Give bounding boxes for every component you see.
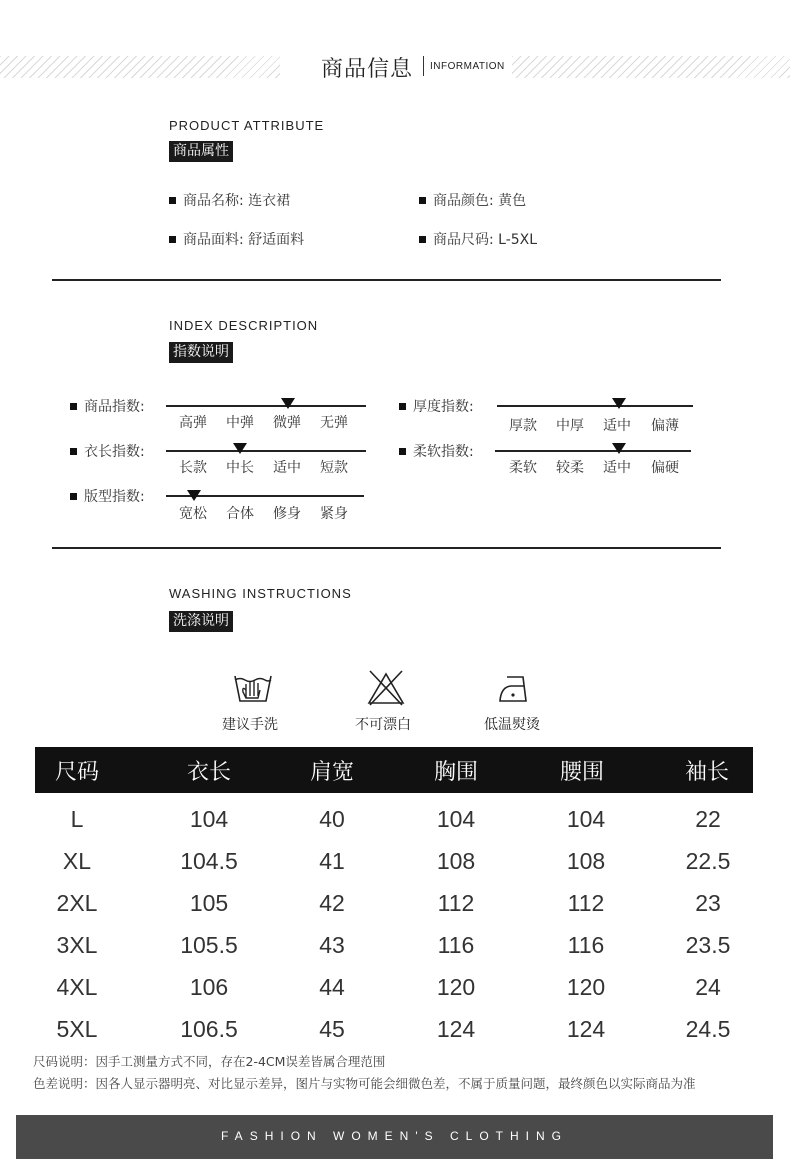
index-option: 中厚 bbox=[556, 418, 584, 434]
index-marker-icon bbox=[281, 398, 295, 409]
table-cell: 40 bbox=[319, 806, 345, 832]
table-cell: 106.5 bbox=[180, 1016, 238, 1042]
table-cell: 112 bbox=[437, 890, 475, 916]
index-scale-line bbox=[166, 450, 366, 452]
attribute-item: 商品颜色: 黄色 bbox=[419, 190, 526, 210]
table-cell: 3XL bbox=[56, 932, 98, 958]
index-marker-icon bbox=[612, 443, 626, 454]
section-divider bbox=[52, 547, 721, 549]
index-marker-icon bbox=[187, 490, 201, 501]
index-label-stretch: 商品指数: bbox=[70, 396, 145, 416]
page-subtitle: INFORMATION bbox=[430, 61, 505, 72]
hand-wash-icon bbox=[232, 668, 274, 706]
index-marker-icon bbox=[612, 398, 626, 409]
index-option: 紧身 bbox=[320, 506, 348, 522]
index-scale-line bbox=[497, 405, 693, 407]
index-option: 厚款 bbox=[509, 418, 537, 434]
header-hatch-left bbox=[0, 56, 280, 78]
no-bleach-icon bbox=[366, 669, 406, 707]
index-option: 短款 bbox=[320, 460, 348, 476]
table-cell: 23 bbox=[695, 890, 721, 916]
table-cell: 43 bbox=[319, 932, 345, 958]
attribute-heading-en: PRODUCT ATTRIBUTE bbox=[169, 118, 325, 133]
table-cell: L bbox=[70, 806, 84, 832]
index-option: 中弹 bbox=[226, 415, 254, 431]
table-cell: 124 bbox=[436, 1016, 476, 1042]
index-label-thickness: 厚度指数: bbox=[399, 396, 474, 416]
table-cell: 24 bbox=[695, 974, 721, 1000]
index-option: 偏硬 bbox=[651, 460, 679, 476]
table-cell: 23.5 bbox=[685, 932, 731, 958]
index-label-fit: 版型指数: bbox=[70, 486, 145, 506]
index-scale-line bbox=[166, 405, 366, 407]
index-option: 长款 bbox=[179, 460, 207, 476]
table-header-cell: 衣长 bbox=[186, 760, 232, 785]
attribute-item: 商品面料: 舒适面料 bbox=[169, 229, 304, 249]
table-cell: 4XL bbox=[56, 974, 98, 1000]
table-cell: 106 bbox=[189, 974, 229, 1000]
table-cell: 112 bbox=[567, 890, 605, 916]
index-heading-cn: 指数说明 bbox=[169, 342, 233, 363]
bullet-icon bbox=[70, 403, 77, 410]
table-cell: 104 bbox=[436, 806, 476, 832]
table-cell: 42 bbox=[319, 890, 345, 916]
table-cell: 116 bbox=[567, 932, 605, 958]
bullet-icon bbox=[70, 493, 77, 500]
bullet-icon bbox=[419, 197, 426, 204]
index-option: 适中 bbox=[603, 460, 631, 476]
table-cell: 108 bbox=[566, 848, 606, 874]
footer-text: FASHION WOMEN'S CLOTHING bbox=[221, 1129, 568, 1143]
index-option: 宽松 bbox=[179, 506, 207, 522]
table-cell: 105 bbox=[189, 890, 229, 916]
index-option: 合体 bbox=[226, 506, 254, 522]
index-option: 中长 bbox=[226, 460, 254, 476]
size-table-header bbox=[35, 747, 753, 793]
table-cell: 104 bbox=[566, 806, 606, 832]
index-option: 柔软 bbox=[509, 460, 537, 476]
index-option: 修身 bbox=[273, 506, 301, 522]
table-cell: 108 bbox=[436, 848, 476, 874]
header-separator bbox=[423, 56, 424, 76]
washing-heading-cn: 洗涤说明 bbox=[169, 611, 233, 632]
table-cell: 116 bbox=[437, 932, 475, 958]
index-scale-line bbox=[495, 450, 691, 452]
bullet-icon bbox=[399, 448, 406, 455]
table-header-cell: 尺码 bbox=[54, 760, 100, 785]
index-option: 微弹 bbox=[273, 415, 301, 431]
bullet-icon bbox=[419, 236, 426, 243]
bullet-icon bbox=[169, 197, 176, 204]
table-cell: 124 bbox=[566, 1016, 606, 1042]
size-note: 尺码说明：因手工测量方式不同，存在2-4CM误差皆属合理范围 bbox=[33, 1054, 386, 1069]
table-cell: 45 bbox=[319, 1016, 345, 1042]
table-cell: 5XL bbox=[56, 1016, 98, 1042]
table-cell: 44 bbox=[319, 974, 345, 1000]
bullet-icon bbox=[169, 236, 176, 243]
table-header-cell: 腰围 bbox=[559, 760, 605, 785]
index-option: 适中 bbox=[273, 460, 301, 476]
table-header-cell: 胸围 bbox=[433, 760, 479, 785]
wash-label: 建议手洗 bbox=[222, 717, 278, 733]
table-cell: 104 bbox=[189, 806, 229, 832]
bullet-icon bbox=[70, 448, 77, 455]
index-label-softness: 柔软指数: bbox=[399, 441, 474, 461]
table-cell: 22.5 bbox=[685, 848, 731, 874]
table-cell: XL bbox=[62, 848, 92, 874]
low-iron-icon bbox=[497, 673, 531, 705]
index-option: 无弹 bbox=[320, 415, 348, 431]
index-marker-icon bbox=[233, 443, 247, 454]
table-cell: 22 bbox=[695, 806, 721, 832]
header-hatch-right bbox=[512, 56, 790, 78]
table-cell: 105.5 bbox=[180, 932, 238, 958]
table-header-cell: 肩宽 bbox=[309, 760, 355, 785]
table-cell: 2XL bbox=[56, 890, 98, 916]
attribute-item: 商品名称: 连衣裙 bbox=[169, 190, 290, 210]
section-divider bbox=[52, 279, 721, 281]
bullet-icon bbox=[399, 403, 406, 410]
page-title: 商品信息 bbox=[321, 57, 414, 82]
color-note: 色差说明：因各人显示器明亮、对比显示差异，图片与实物可能会细微色差，不属于质量问题，最终颜色以实际商品为准 bbox=[33, 1076, 696, 1091]
attribute-heading-cn: 商品属性 bbox=[169, 141, 233, 162]
index-label-length: 衣长指数: bbox=[70, 441, 145, 461]
table-cell: 120 bbox=[566, 974, 606, 1000]
wash-label: 低温熨烫 bbox=[484, 717, 540, 733]
index-option: 适中 bbox=[603, 418, 631, 434]
table-cell: 24.5 bbox=[685, 1016, 731, 1042]
footer-banner bbox=[16, 1115, 773, 1159]
washing-heading-en: WASHING INSTRUCTIONS bbox=[169, 586, 352, 601]
index-option: 偏薄 bbox=[651, 418, 679, 434]
index-option: 较柔 bbox=[556, 460, 584, 476]
table-cell: 104.5 bbox=[180, 848, 238, 874]
attribute-item: 商品尺码: L-5XL bbox=[419, 229, 537, 249]
index-option: 高弹 bbox=[179, 415, 207, 431]
table-cell: 41 bbox=[319, 848, 345, 874]
index-heading-en: INDEX DESCRIPTION bbox=[169, 318, 319, 333]
table-header-cell: 袖长 bbox=[684, 760, 730, 785]
table-cell: 120 bbox=[436, 974, 476, 1000]
wash-label: 不可漂白 bbox=[355, 717, 411, 733]
